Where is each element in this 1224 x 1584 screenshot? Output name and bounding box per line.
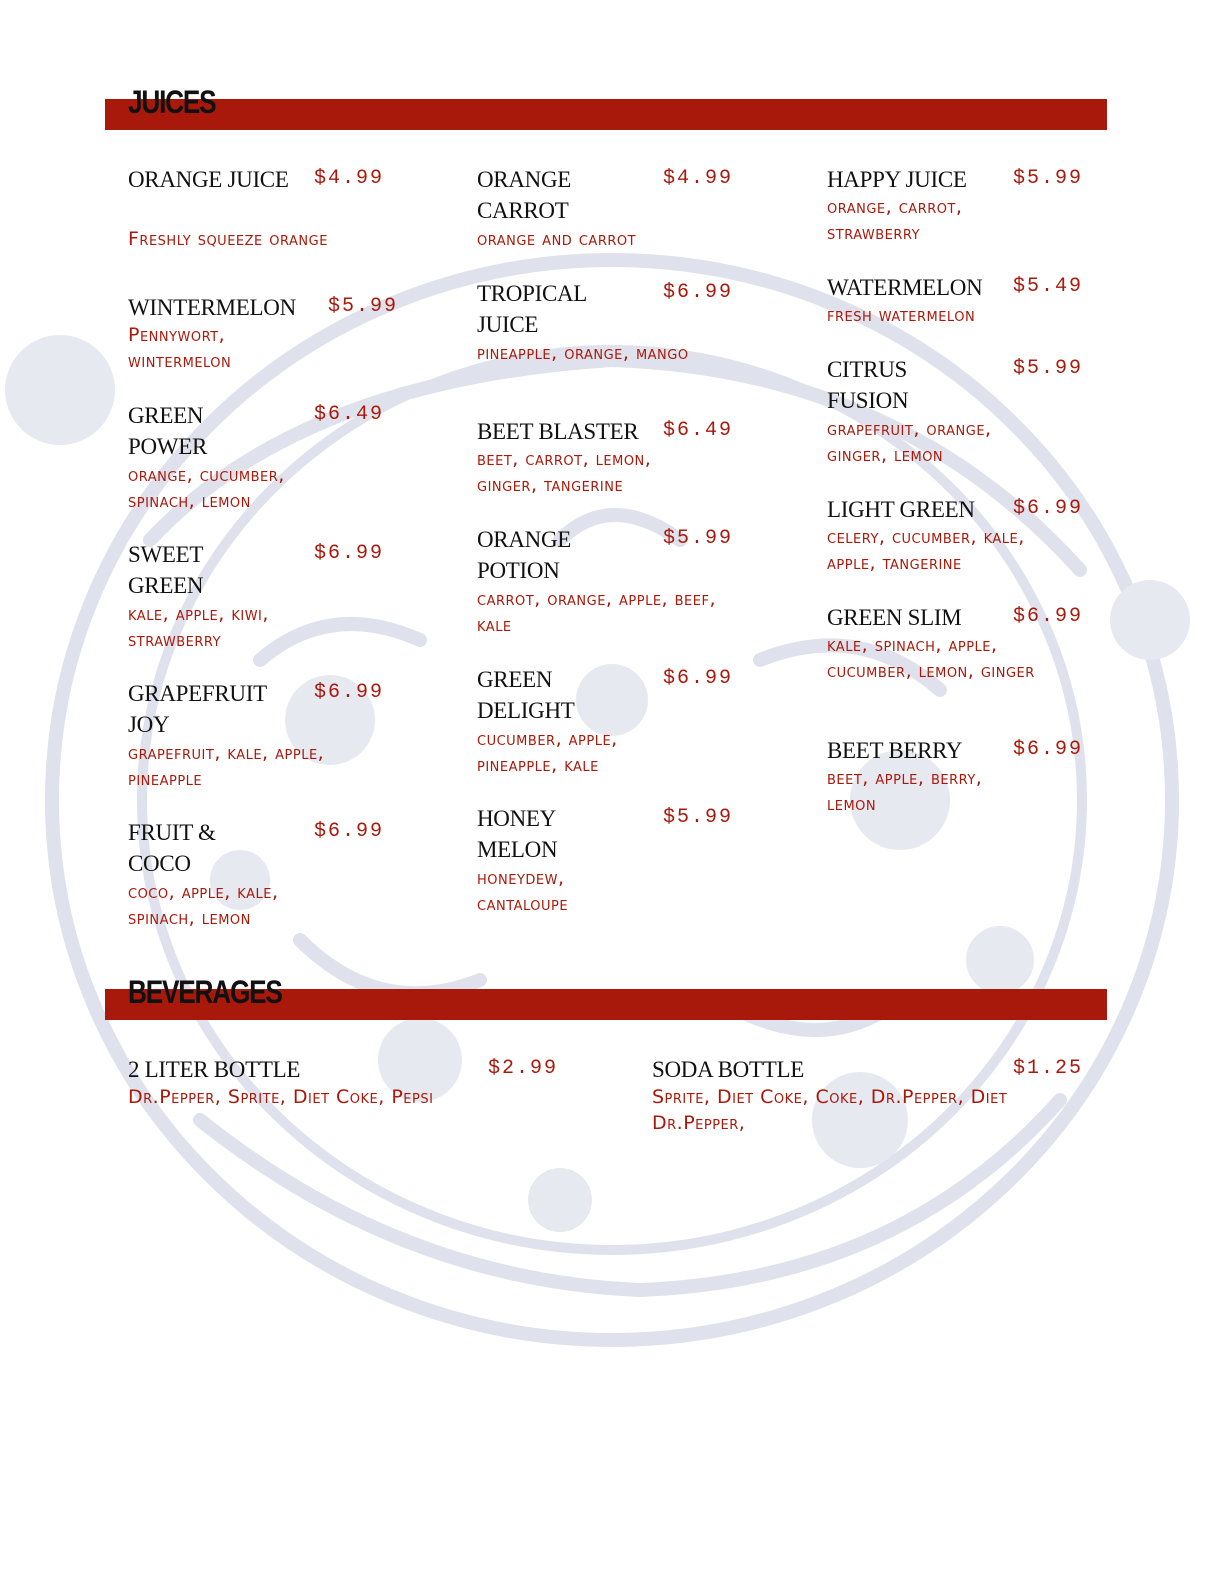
item-price: $5.99 — [328, 295, 399, 318]
item-name: 2 LITER BOTTLE — [128, 1057, 301, 1082]
item-desc: coco, apple, kale, spinach, lemon — [128, 881, 279, 929]
item-name: SODA BOTTLE — [652, 1057, 804, 1082]
item-price: $6.99 — [1013, 605, 1084, 628]
item-desc: Dr.Pepper, Sprite, Diet Coke, Pepsi — [128, 1086, 434, 1108]
item-name: GREEN SLIM — [827, 605, 962, 630]
item-price: $6.99 — [1013, 497, 1084, 520]
item-price: $6.99 — [314, 820, 385, 843]
item-name: GREEN POWER — [128, 403, 208, 459]
item-desc: Freshly squeeze orange — [128, 228, 328, 250]
item-desc: carrot, orange, apple, beef, kale — [477, 588, 716, 636]
item-price: $1.25 — [1013, 1057, 1084, 1080]
juices-section-title: JUICES — [128, 84, 216, 120]
item-name: FRUIT & COCO — [128, 820, 216, 876]
item-name: WATERMELON — [827, 275, 983, 300]
beverages-section-title: BEVERAGES — [128, 974, 282, 1010]
juices-header-bar — [105, 99, 1107, 130]
item-name: ORANGE JUICE — [128, 167, 289, 192]
item-desc: beet, carrot, lemon, ginger, tangerine — [477, 448, 652, 496]
item-name: LIGHT GREEN — [827, 497, 975, 522]
item-name: SWEET GREEN — [128, 542, 204, 598]
item-price: $6.99 — [663, 281, 734, 304]
item-price: $6.49 — [663, 419, 734, 442]
item-desc: grapefruit, orange, ginger, lemon — [827, 418, 992, 466]
item-price: $5.99 — [663, 806, 734, 829]
item-name: HAPPY JUICE — [827, 167, 967, 192]
item-price: $4.99 — [663, 167, 734, 190]
item-price: $6.99 — [663, 667, 734, 690]
item-name: CITRUS FUSION — [827, 357, 909, 413]
item-desc: Pennywort, wintermelon — [128, 324, 232, 372]
item-desc: grapefruit, kale, apple, pineapple — [128, 742, 325, 790]
item-price: $6.49 — [314, 403, 385, 426]
item-name: WINTERMELON — [128, 295, 296, 320]
item-desc: kale, apple, kiwi, strawberry — [128, 603, 269, 651]
item-price: $6.99 — [314, 681, 385, 704]
item-name: ORANGE CARROT — [477, 167, 572, 223]
item-name: BEET BLASTER — [477, 419, 639, 444]
item-desc: kale, spinach, apple, cucumber, lemon, ginger — [827, 634, 1035, 682]
item-desc: beet, apple, berry, lemon — [827, 767, 983, 815]
item-desc: orange and carrot — [477, 228, 637, 250]
item-desc: pineapple, orange, mango — [477, 342, 689, 364]
item-price: $5.49 — [1013, 275, 1084, 298]
item-desc: orange, cucumber, spinach, lemon — [128, 464, 285, 512]
item-price: $2.99 — [488, 1057, 559, 1080]
item-price: $4.99 — [314, 167, 385, 190]
item-desc: orange, carrot, strawberry — [827, 196, 963, 244]
item-price: $6.99 — [1013, 738, 1084, 761]
item-name: ORANGE POTION — [477, 527, 572, 583]
item-name: HONEY MELON — [477, 806, 558, 862]
item-name: GRAPEFRUIT JOY — [128, 681, 267, 737]
item-name: GREEN DELIGHT — [477, 667, 575, 723]
item-price: $5.99 — [1013, 167, 1084, 190]
item-desc: celery, cucumber, kale, apple, tangerine — [827, 526, 1025, 574]
item-price: $5.99 — [663, 527, 734, 550]
item-desc: fresh watermelon — [827, 304, 976, 326]
item-name: TROPICAL JUICE — [477, 281, 587, 337]
item-name: BEET BERRY — [827, 738, 963, 763]
item-desc: cucumber, apple, pineapple, kale — [477, 728, 618, 776]
item-desc: honeydew, cantaloupe — [477, 867, 569, 915]
item-price: $6.99 — [314, 542, 385, 565]
item-price: $5.99 — [1013, 357, 1084, 380]
item-desc: Sprite, Diet Coke, Coke, Dr.Pepper, Diet Dr.Pepper, — [652, 1086, 1008, 1134]
